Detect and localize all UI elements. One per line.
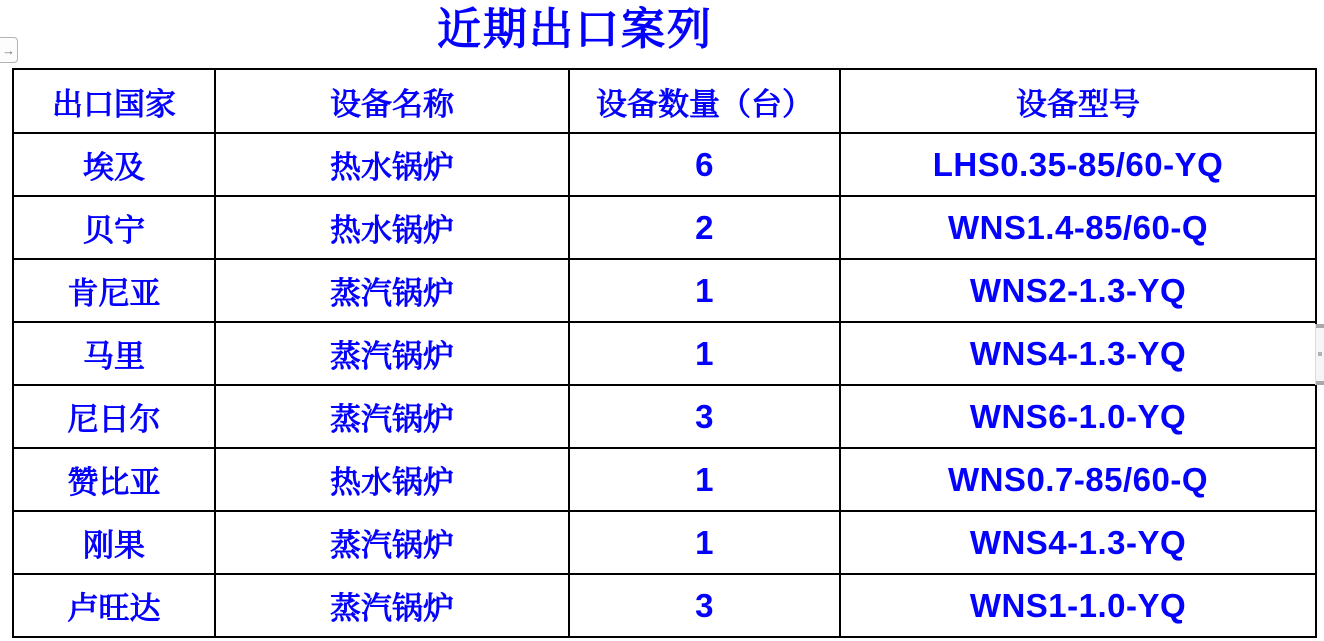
cell-quantity: 3 [569, 574, 840, 637]
cell-model: WNS6-1.0-YQ [840, 385, 1316, 448]
cell-country: 贝宁 [13, 196, 215, 259]
scrollbar-thumb[interactable] [1315, 324, 1324, 385]
cell-country: 赞比亚 [13, 448, 215, 511]
right-arrow-icon: → [2, 42, 15, 58]
cell-equipment: 热水锅炉 [215, 133, 569, 196]
table-row [13, 322, 1316, 385]
scrollbar-thumb-cap-bottom [1316, 381, 1324, 385]
cell-quantity: 1 [569, 322, 840, 385]
cell-quantity: 2 [569, 196, 840, 259]
cell-quantity: 1 [569, 448, 840, 511]
cell-model: WNS0.7-85/60-Q [840, 448, 1316, 511]
cell-quantity: 1 [569, 511, 840, 574]
table-row [13, 448, 1316, 511]
title-bar [0, 2, 1150, 58]
cell-equipment: 蒸汽锅炉 [215, 511, 569, 574]
cell-equipment: 热水锅炉 [215, 448, 569, 511]
cell-country: 马里 [13, 322, 215, 385]
cell-quantity: 6 [569, 133, 840, 196]
cell-quantity: 1 [569, 259, 840, 322]
scrollbar-thumb-cap-top [1316, 324, 1324, 328]
cell-country: 刚果 [13, 511, 215, 574]
cell-equipment: 热水锅炉 [215, 196, 569, 259]
cell-country: 尼日尔 [13, 385, 215, 448]
cell-equipment: 蒸汽锅炉 [215, 322, 569, 385]
cell-equipment: 蒸汽锅炉 [215, 259, 569, 322]
cell-equipment: 蒸汽锅炉 [215, 574, 569, 637]
cell-country: 肯尼亚 [13, 259, 215, 322]
cell-model: WNS4-1.3-YQ [840, 511, 1316, 574]
col-header-equipment: 设备名称 [215, 69, 569, 133]
cell-model: WNS1-1.0-YQ [840, 574, 1316, 637]
cell-model: WNS2-1.3-YQ [840, 259, 1316, 322]
table-row [13, 574, 1316, 637]
cell-country: 卢旺达 [13, 574, 215, 637]
cell-equipment: 蒸汽锅炉 [215, 385, 569, 448]
table-row [13, 196, 1316, 259]
cell-model: WNS1.4-85/60-Q [840, 196, 1316, 259]
cell-quantity: 3 [569, 385, 840, 448]
cell-model: WNS4-1.3-YQ [840, 322, 1316, 385]
table-header-row [13, 69, 1316, 133]
col-header-quantity: 设备数量（台） [569, 69, 840, 133]
table-row [13, 133, 1316, 196]
cell-country: 埃及 [13, 133, 215, 196]
export-cases-table [12, 68, 1317, 638]
table-row [13, 385, 1316, 448]
scrollbar-thumb-grip-dot [1318, 352, 1322, 356]
page-title: 近期出口案列 [437, 5, 713, 54]
col-header-model: 设备型号 [840, 69, 1316, 133]
table-row [13, 511, 1316, 574]
cell-model: LHS0.35-85/60-YQ [840, 133, 1316, 196]
col-header-country: 出口国家 [13, 69, 215, 133]
table-row [13, 259, 1316, 322]
